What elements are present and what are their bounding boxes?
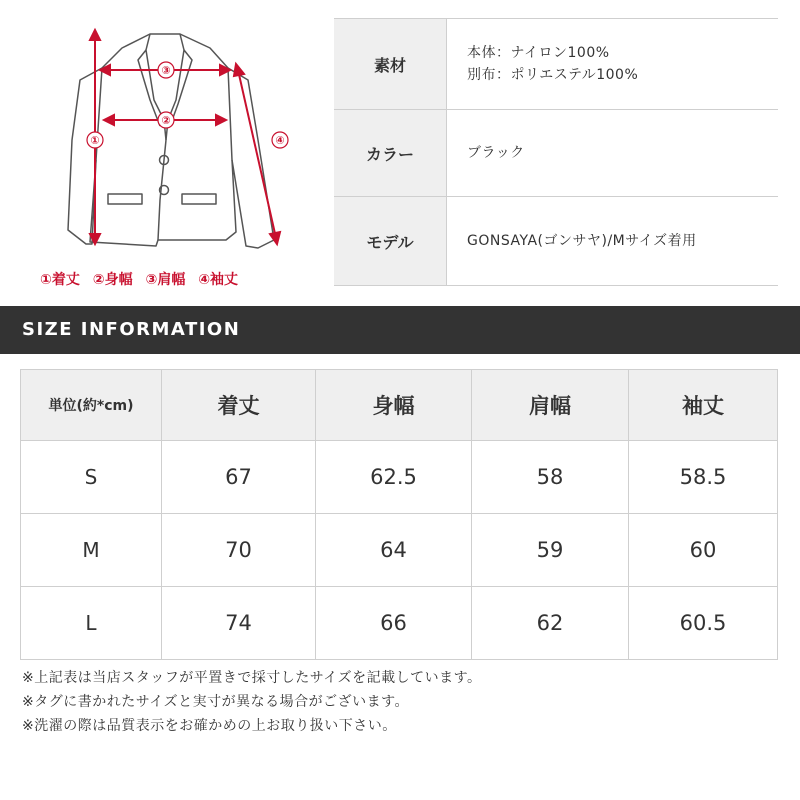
table-cell: 58 [472, 441, 629, 514]
spec-key: カラー [334, 110, 447, 196]
marker-body-width: ② [161, 114, 171, 127]
marker-length: ① [90, 134, 100, 147]
column-header-body-width: 身幅 [316, 370, 472, 441]
note-line: ※タグに書かれたサイズと実寸が異なる場合がございます。 [22, 694, 409, 710]
note-line: ※洗濯の際は品質表示をお確かめの上お取り扱い下さい。 [22, 718, 397, 734]
spec-line: 別布：ポリエステル100% [467, 67, 639, 83]
spec-key: 素材 [334, 19, 447, 109]
banner-title: SIZE INFORMATION [22, 319, 241, 340]
marker-sleeve: ④ [275, 134, 285, 147]
size-label: L [21, 587, 162, 660]
legend-body-width: ②身幅 [92, 272, 133, 288]
table-cell: 58.5 [629, 441, 778, 514]
notes [22, 666, 482, 738]
spec-key: モデル [334, 197, 447, 285]
table-cell: 62 [472, 587, 629, 660]
spec-line: GONSAYA(ゴンサヤ)/Mサイズ着用 [467, 233, 697, 249]
unit-label: 単位(約*cm) [21, 370, 162, 441]
table-row [21, 587, 778, 660]
table-cell: 62.5 [316, 441, 472, 514]
legend-length: ①着丈 [40, 272, 80, 288]
table-cell: 70 [162, 514, 316, 587]
column-header-shoulder: 肩幅 [472, 370, 629, 441]
marker-shoulder: ③ [161, 64, 171, 77]
size-label: S [21, 441, 162, 514]
spec-row-model [334, 197, 778, 286]
legend-shoulder: ③肩幅 [145, 272, 186, 288]
column-header-sleeve: 袖丈 [629, 370, 778, 441]
spec-value [447, 19, 778, 109]
measurement-legend [40, 269, 246, 289]
spec-value [447, 110, 778, 196]
spec-row-color [334, 110, 778, 197]
spec-line: ブラック [467, 145, 525, 161]
size-table [20, 369, 778, 660]
size-information-banner [0, 306, 800, 354]
table-cell: 66 [316, 587, 472, 660]
note-line: ※上記表は当店スタッフが平置きで採寸したサイズを記載しています。 [22, 670, 482, 686]
table-cell: 60.5 [629, 587, 778, 660]
column-header-length: 着丈 [162, 370, 316, 441]
size-label: M [21, 514, 162, 587]
table-cell: 59 [472, 514, 629, 587]
jacket-illustration [0, 0, 330, 300]
table-row [21, 441, 778, 514]
size-table-header [21, 370, 778, 441]
table-cell: 67 [162, 441, 316, 514]
table-cell: 74 [162, 587, 316, 660]
spec-row-material [334, 18, 778, 110]
product-spec-table [334, 18, 778, 286]
spec-value [447, 197, 778, 285]
table-cell: 64 [316, 514, 472, 587]
spec-line: 本体：ナイロン100% [467, 45, 610, 61]
legend-sleeve: ④袖丈 [198, 272, 239, 288]
table-row [21, 514, 778, 587]
table-cell: 60 [629, 514, 778, 587]
jacket-diagram [0, 0, 330, 300]
